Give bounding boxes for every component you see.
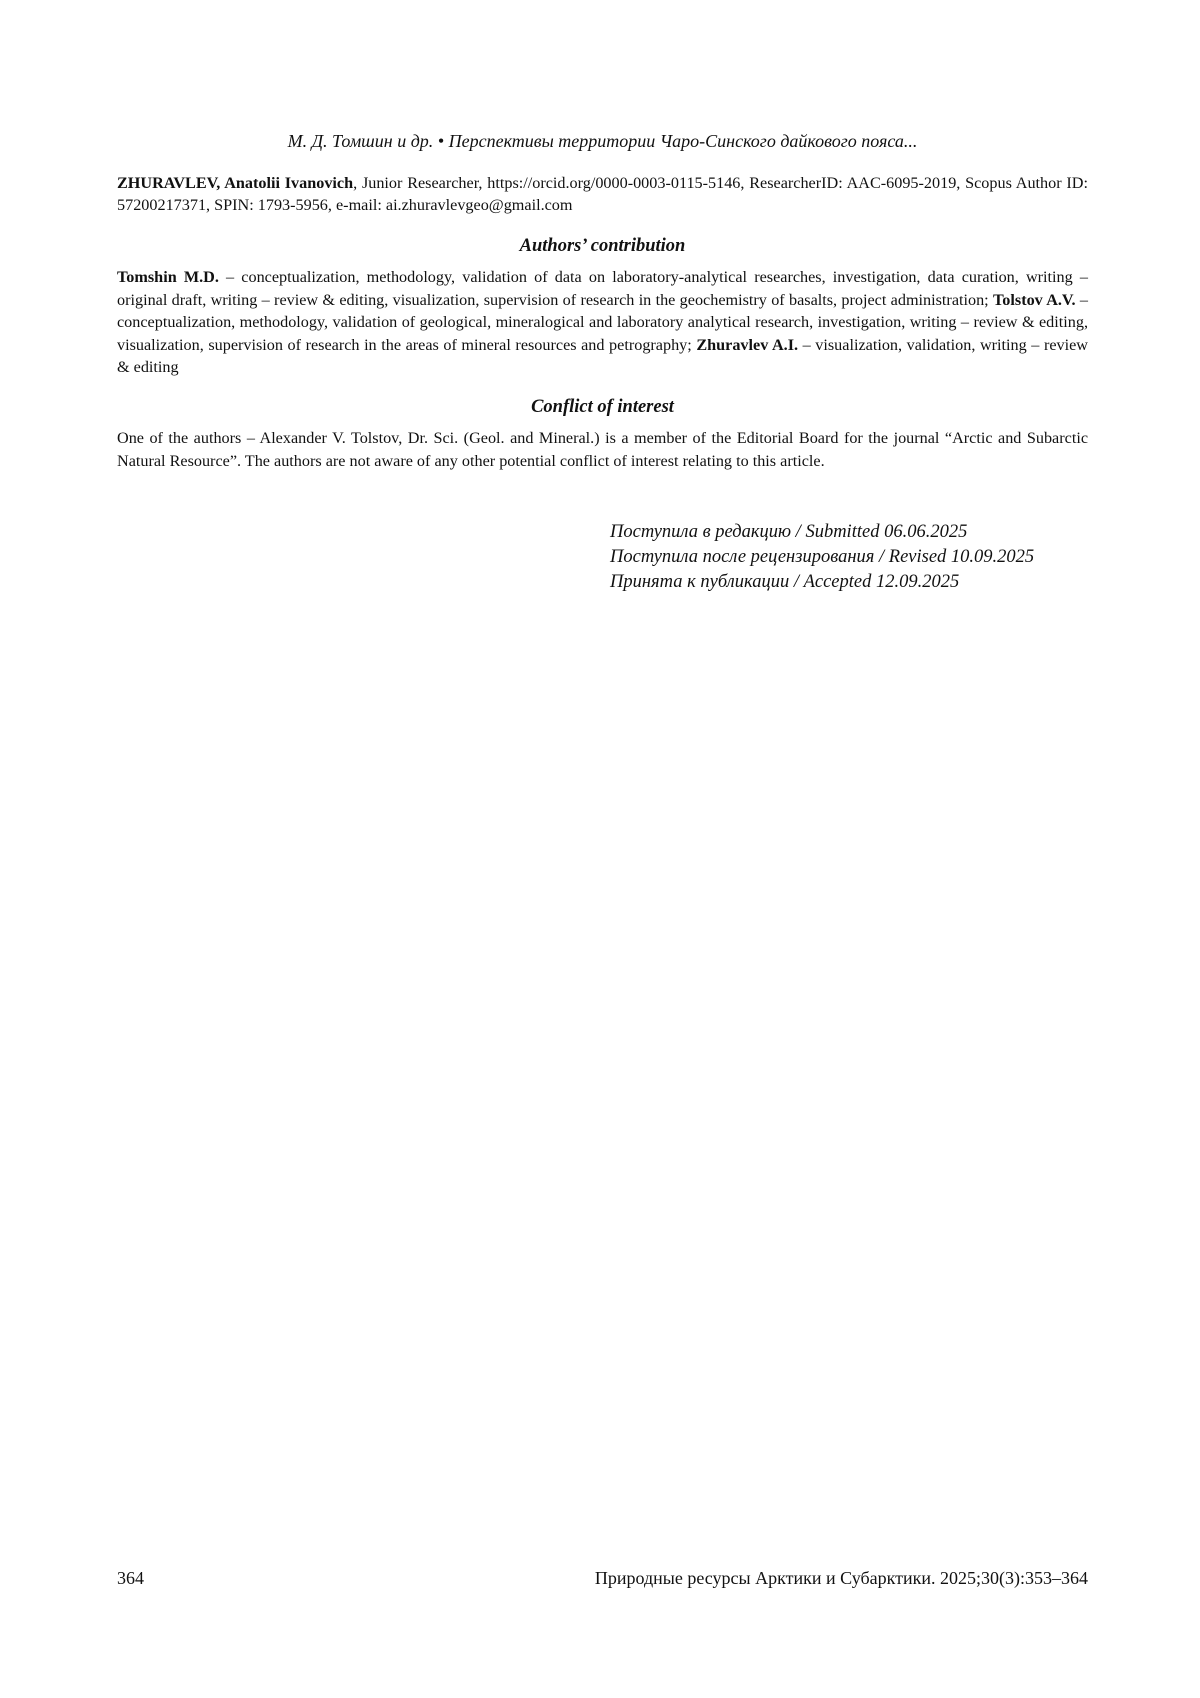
conflict-of-interest-heading: Conflict of interest (531, 397, 674, 417)
author-info (117, 172, 1088, 216)
revised-date: Поступила после рецензирования / Revised 10.09.2025 (610, 547, 1035, 567)
contributor-role: – conceptualization, methodology, validation of data on laboratory-analytical researches, investigation, data curation, writing – original draft, writing – review & editing, visualization, supervision of research in the geochemistry of basalts, project administration; (117, 268, 1088, 309)
journal-page (117, 0, 1088, 1698)
contributor-role: – visualization, validation, writing – review & editing (117, 335, 1088, 376)
author-name: ZHURAVLEV, Anatolii Ivanovich (117, 174, 354, 192)
authors-contribution-text (117, 266, 1088, 379)
article-dates (610, 520, 1034, 595)
journal-citation: Природные ресурсы Арктики и Субарктики. 2025;30(3):353–364 (594, 1568, 1088, 1588)
accepted-date: Принята к публикации / Accepted 12.09.2025 (610, 572, 960, 592)
conflict-of-interest-text: One of the authors – Alexander V. Tolstov, Dr. Sci. (Geol. and Mineral.) is a member of the Editorial Board for the journal “Arctic and Subarctic Natural Resource”. The authors are not aware of any other potential conflict of interest relating to this article. (117, 429, 1088, 470)
authors-contribution-heading: Authors’ contribution (519, 236, 686, 256)
contributor-name: Zhuravlev A.I. (696, 335, 799, 354)
contributor-role: – conceptualization, methodology, validation of geological, mineralogical and laboratory analytical research, investigation, writing – review & editing, visualization, supervision of research in the areas of mineral resources and petrography; (117, 290, 1089, 354)
contributor-name: Tomshin M.D. (117, 268, 219, 286)
author-details: , Junior Researcher, https://orcid.org/0000-0003-0115-5146, ResearcherID: AAC-6095-2019, Scopus Author ID: 57200217371, SPIN: 1793-5956, e-mail: ai.zhuravlevgeo@gmail.com (117, 174, 1088, 214)
contributor-name: Tolstov A.V. (993, 290, 1076, 309)
running-header: М. Д. Томшин и др. • Перспективы территории Чаро-Синского дайкового пояса... (287, 131, 918, 151)
submitted-date: Поступила в редакцию / Submitted 06.06.2025 (610, 522, 968, 542)
page-number: 364 (117, 1568, 144, 1588)
